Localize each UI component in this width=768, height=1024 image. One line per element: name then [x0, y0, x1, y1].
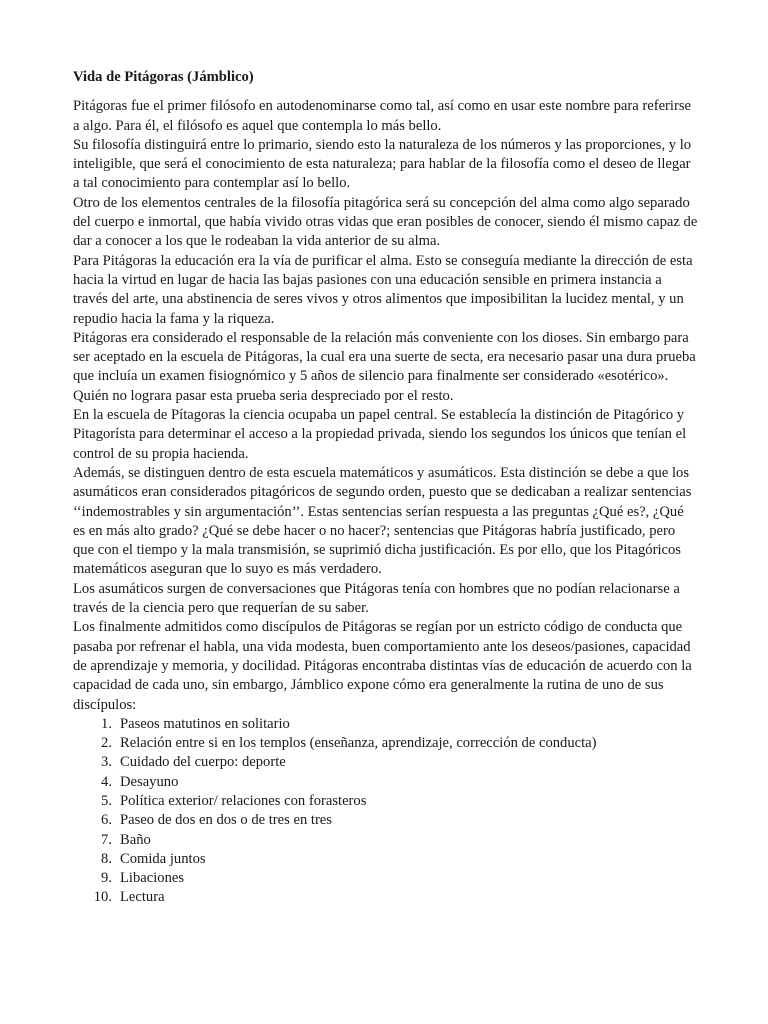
list-item-text: Libaciones: [120, 870, 185, 887]
list-item-number: 6.: [101, 812, 112, 829]
paragraph-1: Pitágoras fue el primer filósofo en autodenominarse como tal, así como en usar este nombre para referirse a algo. Para él, el filósofo es aquel que contempla lo más bello.: [73, 98, 691, 134]
list-item-text: Relación entre si en los templos (enseñanza, aprendizaje, corrección de conducta): [120, 735, 597, 752]
list-item-number: 9.: [101, 870, 112, 887]
list-item: [73, 734, 698, 753]
list-item-number: 3.: [101, 754, 112, 771]
list-item-number: 2.: [101, 735, 112, 752]
list-item-number: 7.: [101, 831, 112, 848]
list-item-number: 8.: [101, 850, 112, 867]
list-item-number: 1.: [101, 715, 112, 732]
list-item-text: Paseos matutinos en solitario: [120, 715, 290, 732]
list-item-text: Desayuno: [120, 773, 179, 790]
list-item: [73, 869, 698, 888]
paragraph-2: Su filosofía distinguirá entre lo primario, siendo esto la naturaleza de los números y las proporciones, y lo inteligible, que será el conocimiento de esta naturaleza; para hablar de la filosofía como el deseo de llegar a tal conocimiento para contemplar así lo bello.: [73, 136, 692, 192]
list-item-text: Paseo de dos en dos o de tres en tres: [120, 812, 332, 829]
paragraph-3: Otro de los elementos centrales de la filosofía pitagórica será su concepción del alma como algo separado del cuerpo e inmortal, que había vivido otras vidas que eran posibles de conocer, siendo él mismo capaz de dar a conocer a los que le rodeaban la vida anterior de su alma.: [73, 194, 698, 250]
list-item: [73, 850, 698, 869]
list-item-text: Baño: [120, 831, 151, 848]
list-item-number: 10.: [93, 889, 112, 906]
list-item: [73, 792, 698, 811]
list-item: [73, 811, 698, 830]
list-item-text: Comida juntos: [120, 850, 206, 867]
paragraph-9: Los finalmente admitidos como discípulos de Pitágoras se regían por un estricto código de conducta que pasaba por refrenar el habla, una vida modesta, buen comportamiento ante los deseos/pasiones, capacidad de aprendizaje y memoria, y docilidad. Pitágoras encontraba distintas vías de educación de acuerdo con la capacidad de cada uno, sin embargo, Jámblico expone cómo era generalmente la rutina de uno de sus discípulos:: [73, 619, 692, 713]
list-item-text: Lectura: [120, 889, 165, 906]
paragraph-4: Para Pitágoras la educación era la vía de purificar el alma. Esto se conseguía mediante la dirección de esta hacia la virtud en lugar de hacia las bajas pasiones con una educación sensible en primera instancia a través del arte, una abstinencia de seres vivos y otros alimentos que imposibilitan la lucidez mental, y un repudio hacia la fama y la riqueza.: [73, 252, 693, 327]
list-item-number: 4.: [101, 773, 112, 790]
list-item-text: Cuidado del cuerpo: deporte: [120, 754, 286, 771]
list-item: [73, 773, 698, 792]
paragraph-8: Los asumáticos surgen de conversaciones que Pitágoras tenía con hombres que no podían relacionarse a través de la ciencia pero que requerían de su saber.: [73, 580, 680, 617]
routine-list: [73, 715, 698, 908]
list-item-number: 5.: [101, 792, 112, 809]
list-item: [73, 715, 698, 734]
paragraph-7: Además, se distinguen dentro de esta escuela matemáticos y asumáticos. Esta distinción se debe a que los asumáticos eran considerados pitagóricos de segundo orden, puesto que se dedicaban a realizar sentencias ‘‘indemostrables y sin argumentación’’. Estas sentencias serían respuesta a las preguntas ¿Qué es?, ¿Qué es en más alto grado? ¿Qué se debe hacer o no hacer?; sentencias que Pitágoras habría justificado, pero que con el tiempo y la mala transmisión, se suprimió dicha justificación. Es por ello, que los Pitagóricos matemáticos aseguran que lo suyo es más verdadero.: [73, 464, 692, 578]
list-item-text: Política exterior/ relaciones con forasteros: [120, 792, 367, 809]
list-item: [73, 888, 698, 907]
paragraph-6: En la escuela de Pítagoras la ciencia ocupaba un papel central. Se establecía la distinción de Pitagórico y Pitagorísta para determinar el acceso a la propiedad privada, siendo los segundos los únicos que tenían el control de su propia hacienda.: [73, 407, 687, 462]
paragraph-5: Pitágoras era considerado el responsable de la relación más conveniente con los dioses. Sin embargo para ser aceptado en la escuela de Pitágoras, la cual era una suerte de secta, era necesario pasar una dura prueba que incluía un examen fisiognómico y 5 años de silencio para finalmente ser considerado «esotérico». Quién no lograra pasar esta prueba seria despreciado por el resto.: [73, 329, 696, 404]
list-item: [73, 831, 698, 850]
list-item: [73, 753, 698, 772]
document-title: Vida de Pitágoras (Jámblico): [73, 69, 254, 85]
